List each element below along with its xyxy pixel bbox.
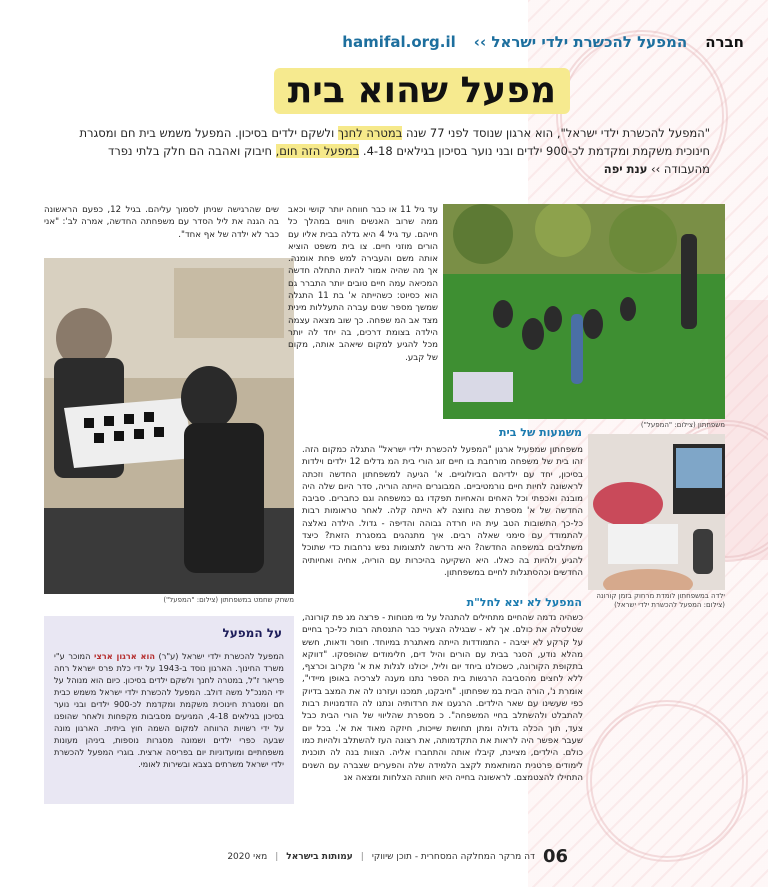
article-title: מפעל שהוא בית bbox=[274, 68, 570, 114]
about-box bbox=[44, 616, 294, 804]
footer-separator: | bbox=[275, 851, 279, 862]
page-number: 06 bbox=[542, 846, 568, 867]
photo-chess-game bbox=[44, 258, 294, 594]
lead-text: ולשקם ילדים בסיכון. המפעל משמש בית חם ומסגרת חינוכית משקמת ומקדמת לכ-900 ילדים ובני נוער בסיכון בגילאים 4-18. bbox=[79, 126, 710, 158]
site-link[interactable]: hamifal.org.il bbox=[342, 33, 456, 51]
article-lead bbox=[60, 124, 710, 178]
subheading: המפעל לא יצא לחל"ת bbox=[466, 596, 582, 609]
photo-family-lawn bbox=[443, 204, 725, 419]
section-label: חברה bbox=[705, 33, 744, 51]
lead-highlight: במטרה לחנך bbox=[337, 126, 403, 140]
page-footer bbox=[227, 846, 568, 867]
lead-text: חיבוק ואהבה הם חלק בלתי נפרד מהעבודה ›› bbox=[107, 144, 710, 176]
photo-remote-learning bbox=[588, 434, 725, 590]
photo-caption: משפחתון (צילום: "המפעל") bbox=[640, 421, 725, 429]
article-column: עד גיל 11 או כבר חווחה יותר קושי וכאב ממה שרוב האנשים חווים במהלך כל חייהם. עד גיל 4 היא גדלה בבית אליו עם הורים מוזני חיים. צו בית משפט הוציא אותה משם והעבירה למש פחת אומנה. אך מה שהיה אמור להיות התחלה חדשה המכיאה עמה חיים טובים יותר התברר גם הוא כסיוט: כשהייתה א' בת 11 התגלה שמשך מספר שנים עברה התעללות מינית מצד אב המ שפחה. כך שוב מצאה עצמה הילדה בצומת דרכים, בה יחד לה יותר מכל להגיע למקום שיאהב אותה, מקום של קבע. bbox=[288, 205, 438, 363]
article-column: שים שהרגישה שניתן לסמוך עליהם. בגיל 12, כפעם הראשונה בה הגנה את ליל הסדר עם משפחתה החדשה, אמרה לב': "אני כבר לא ילדה של אף אחד". bbox=[44, 205, 279, 240]
breadcrumb[interactable]: המפעל להכשרת ילדי ישראל ›› bbox=[473, 33, 688, 51]
photo-remote-learning-illustration bbox=[588, 434, 725, 590]
about-text: המפעל להכשרת ילדי ישראל (ע"ר) bbox=[154, 651, 284, 661]
page-header bbox=[24, 30, 744, 54]
article-column: כשהיה נדמה שהחיים מתחילים להתנהל על מי מנוחות - פרצה מג פת קורונה, שטלטלה את כולם. אך לא - שבגילה הצעיר כבר התנסתה רבות כל-כך בחיים על קרקע לא יציבה - התמודדות הייתה מאתגרת במיוחד. חוסר ודאות, חשש מהלא נודע, הסגר בבית עם הורים והיל דים, חלימודים שהופסקו. "דווקא בתקופת הקורונה, כשכולנו ביחד יום וליל, יכולנו לגלות את א' מקרוב וכרצף, ללא לחצים מהסביבה הרגשות בית הספר נתנו מענה לצרכיה באופן מיידי", אומרת נ', הורה הבית במ שפחתון. "חיבקנו, תמכנו ועזרנו לה את המצב בדיוק כפי שעשינו עם שאר הילדים. הרגענו את חרדותיה ונתנו לה הזדמנויות רבות להתבלט ולהשתלב בחיי המשפחה". כ מספרת שהליווי של הורי הבית כבל צעד, תוך הכלה גדולה ומתן תחושת שייכות, חיזקה מאוד את א'. בכל יום שעבר אפשר היה לראות את התקדמותה, את רצונה העז להשתלב ולהיות כמו כולם. הילדים, מציינת, קיבלו אותה והתחברו אליה. הצוות בנה לה תוכנית לימודים פרטנית המותאמת לקצב הלמידה שלה והפערים שצברה עם השנים התחילו להצטמצם. לראשונה בחייה היא חוותה הצלחות ומצאה אנ bbox=[302, 613, 583, 783]
about-text: המוכר ע"י משרד החינוך. הארגון נוסד ב-1943 על ידי כלת פרס ישראל רחה פריאר ז"ל, במטרה לחנך ולשקם ילדים בסיכון. כיום הוא מנוהל על ידי המנכ"ל משה דולב. המפעל להכשרת ילדי ישראל משמש כבית חם ומסגרת חינוכית משקמת ומקדמת לכ-900 ילדים ובני נוער בסיכון בגילאים 4-18, המגיעים מסביבות מקפחות ולאחר שהופנו על ידי רשויות הרווחה למקום השמה חוץ ביתית. הארגון מונה שבעה כפרי ילדים ושמונה מסגרות נוספות, ביניהן מעונות משפחתיים ומועדוניות יום בפריסה ארצית. בוגרי המפעל להכשרת ילדי ישראל משרתים בצבא ובשירות לאומי. bbox=[54, 651, 284, 769]
article-column: משפחתון שמפעיל ארגון "המפעל להכשרת ילדי ישראל" התגלה כמקום הזה. זהו בית של משפחה מורחבת בו חיים זוג הורי בית המ גדלים 12 ילדים וילדות בסיכון, יחד עם ילדיהם הביולוגיים. א' הגיעה למשפחתון החדשה וזכתה לראשונה לחיות חיים נורמטיביים. המבוגרים הייתה הוריה, סדר היום שלה היה מובנה ואכפתי וכל האחים והאחיות תפקדו גם כמשפחה וגם כחברים. סביבה החדשה של א' מספרת שה נחוצה לא הייתה קלה. לאחר טראומות רבות כל-כך התשובות הטב עית היו חרדה גבוהה והדיפה - גדול. הילדה נאלצה להתמודד עם סימני שאלה רבים. איך מתנהגים במסגרת הזאת? כיצד משתלבים במשפחה החדשה? היא נדרשה לתצומות נפש נרחבות כדי שתוכל להגיע ולהיות בה כאלו. היא השקיעה בהיכרות עם הוריה, אחיה ואחיותיה החדשים וכהסתגלות לחיים במשפחתון. bbox=[302, 445, 583, 578]
about-body bbox=[54, 650, 284, 770]
magazine-name: עמותות בישראל bbox=[286, 851, 353, 862]
lead-text: "המפעל להכשרת ילדי ישראל", הוא ארגון שנוסד לפני 77 שנה bbox=[402, 126, 710, 140]
photo-chess-illustration bbox=[44, 258, 294, 594]
decorative-circle bbox=[586, 700, 748, 862]
photo-family-lawn-illustration bbox=[443, 204, 725, 419]
photo-caption: משחק שחמט במשפחתון (צילום: "המפעל") bbox=[163, 596, 294, 604]
subheading: משמעות של בית bbox=[499, 426, 582, 439]
lead-highlight: במפעל הזה חום, bbox=[275, 144, 360, 158]
publisher-label: דה מרקר המחלקה המסחרית - תוכן שיווקי bbox=[371, 851, 535, 862]
byline: ענת יפה bbox=[603, 162, 648, 176]
photo-caption: ילדה במשפחתון לומדת מרחוק בזמן קורונה (צילום: המפעל להכשרת ילדי ישראל) bbox=[596, 592, 725, 609]
about-highlight: הוא ארגון ארצי bbox=[94, 651, 155, 661]
about-title: על המפעל bbox=[222, 626, 282, 640]
footer-separator: | bbox=[360, 851, 364, 862]
issue-date: מאי 2020 bbox=[227, 851, 268, 862]
